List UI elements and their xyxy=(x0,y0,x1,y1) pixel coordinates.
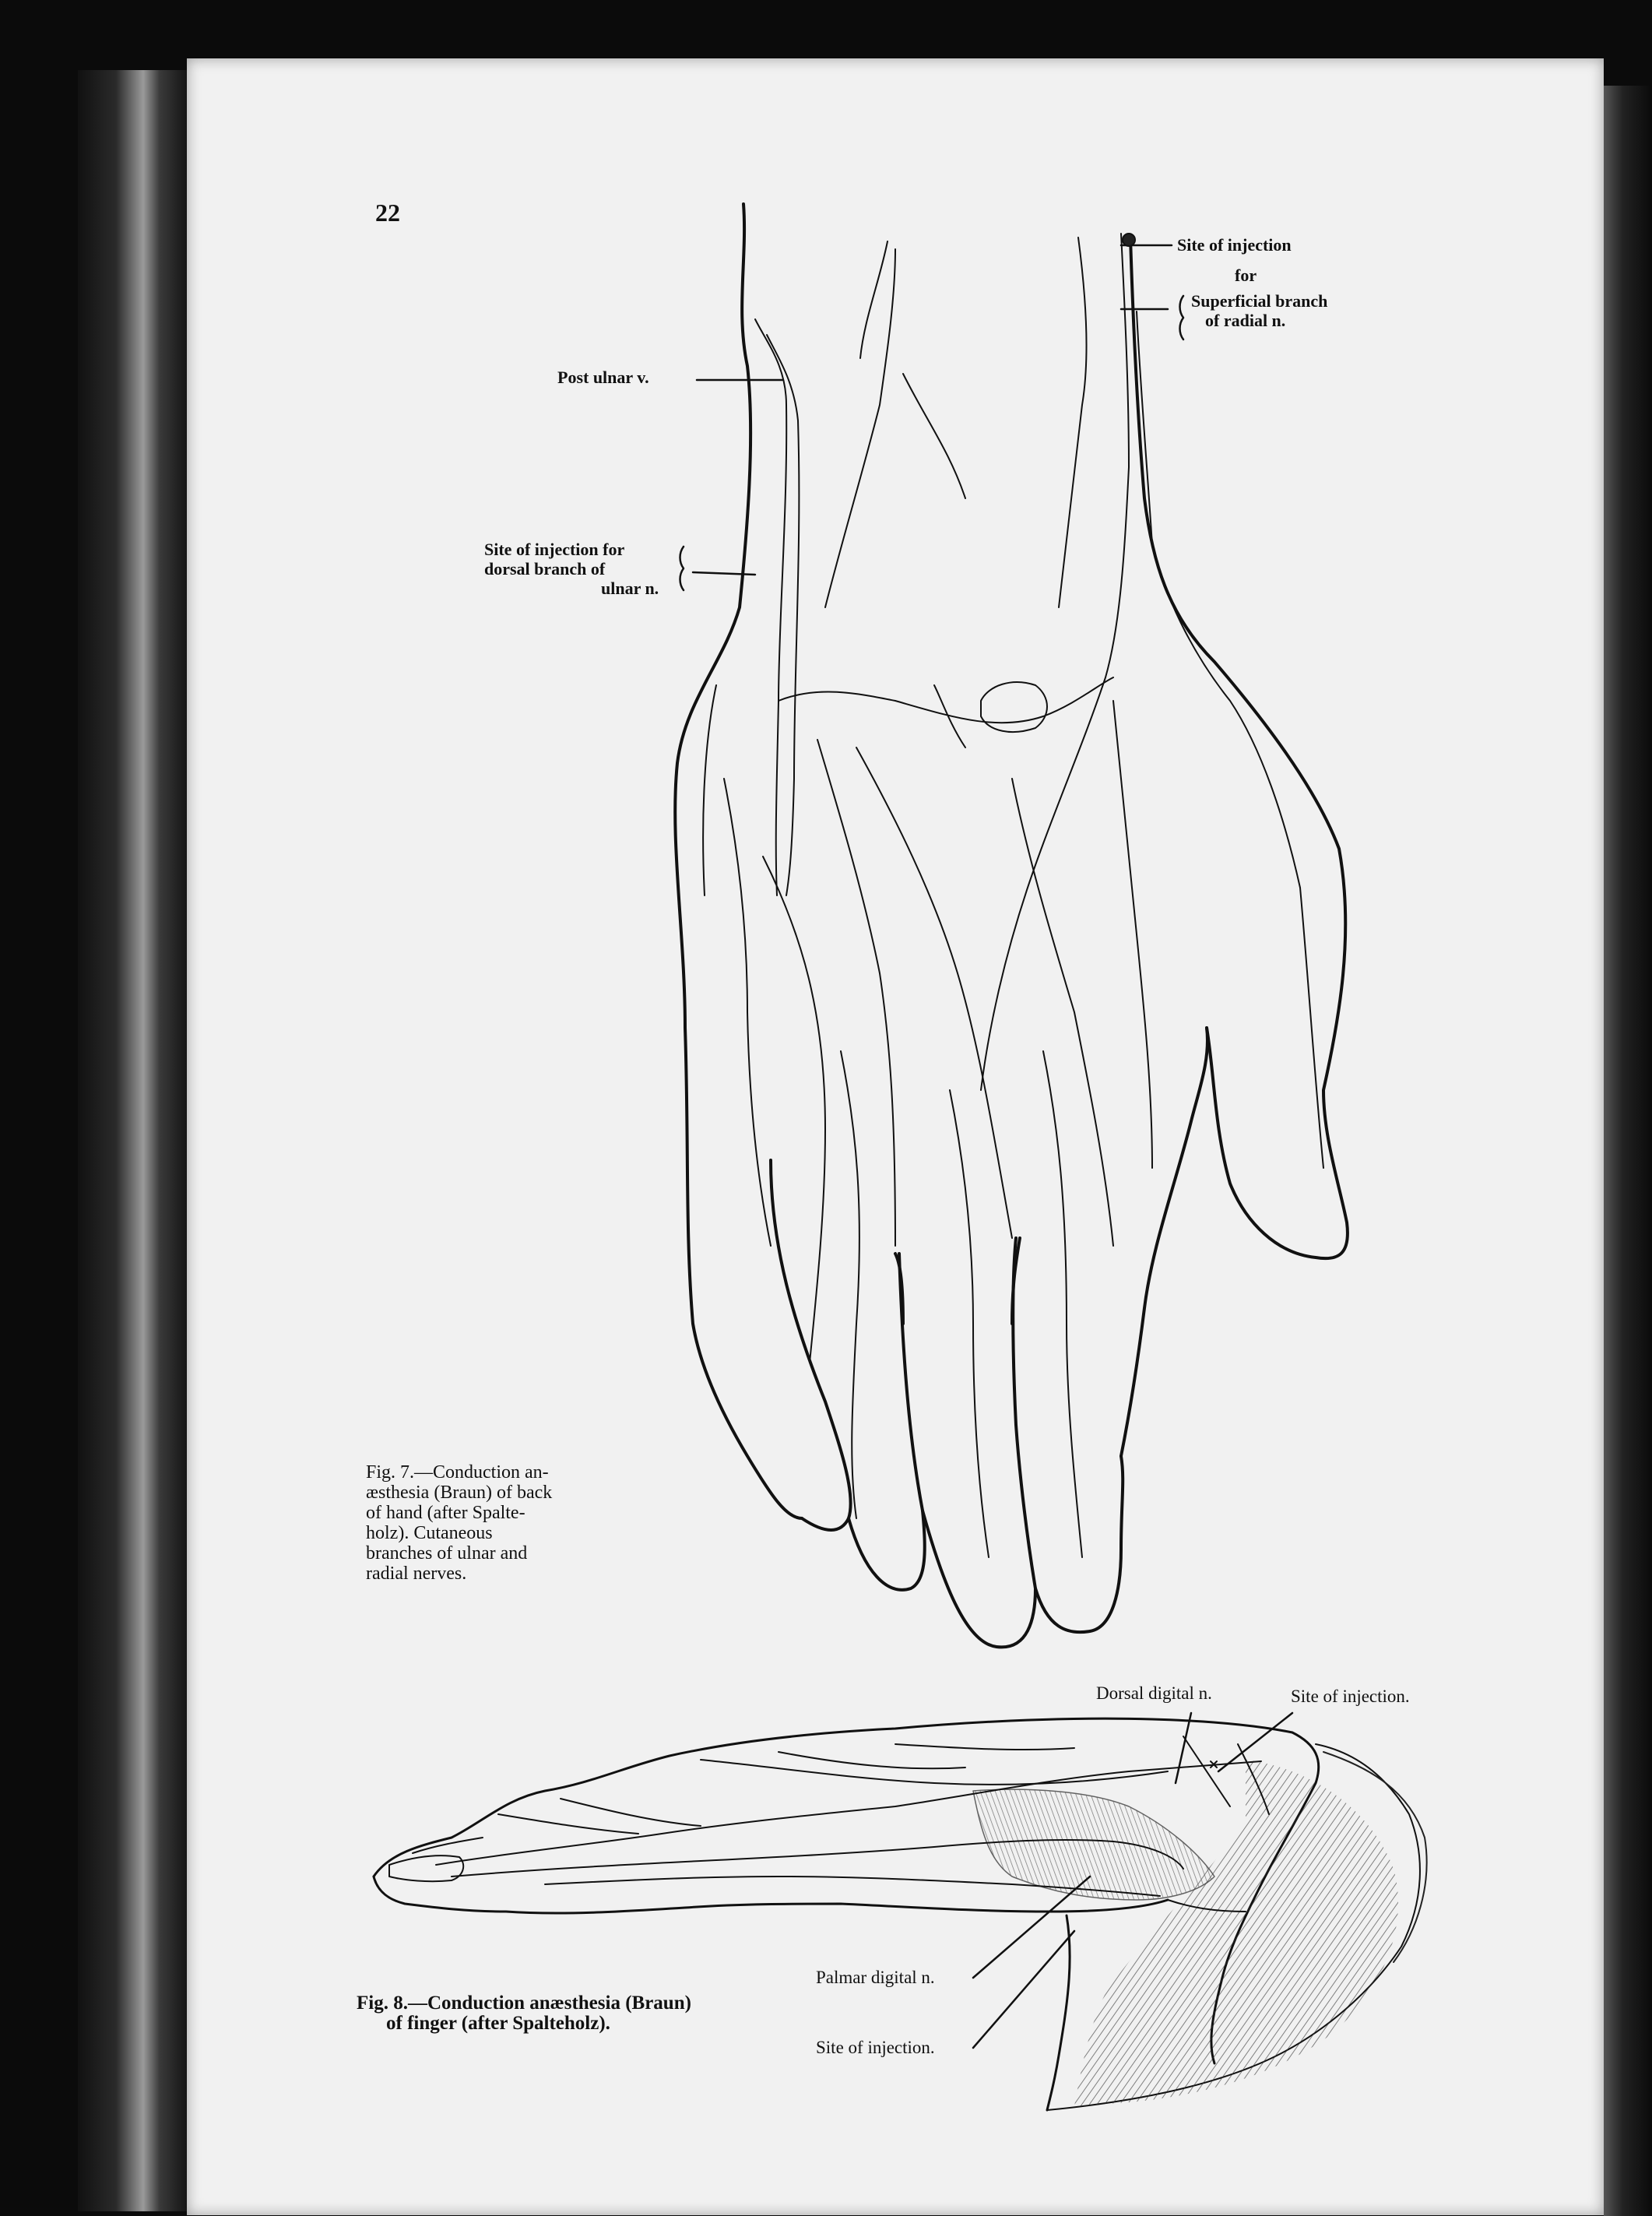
figure-7-caption-line: branches of ulnar and xyxy=(366,1543,528,1564)
label-superficial-branch: Superficial branch xyxy=(1191,291,1328,311)
label-dorsal-digital-nerve: Dorsal digital n. xyxy=(1096,1683,1212,1703)
label-palmar-digital-nerve: Palmar digital n. xyxy=(816,1968,935,1987)
page-number: 22 xyxy=(375,199,400,227)
label-for: for xyxy=(1235,266,1257,285)
figure-7-caption-line: æsthesia (Braun) of back xyxy=(366,1483,553,1503)
label-dorsal-branch-of: dorsal branch of xyxy=(484,559,606,579)
figure-8-caption-line: of finger (after Spalteholz). xyxy=(386,2013,610,2034)
label-site-of-injection-bottom: Site of injection. xyxy=(816,2038,935,2057)
figure-8-caption xyxy=(357,1993,793,2034)
figure-7-caption-line: radial nerves. xyxy=(366,1564,467,1584)
figure-7-caption-line: Fig. 7.—Conduction an- xyxy=(366,1462,549,1483)
label-post-ulnar-vein: Post ulnar v. xyxy=(557,368,649,387)
figure-7-caption-line: of hand (after Spalte- xyxy=(366,1503,525,1523)
figure-8-caption-line: Fig. 8.—Conduction anæsthesia (Braun) xyxy=(357,1993,691,2014)
figure-7-caption-line: holz). Cutaneous xyxy=(366,1523,493,1543)
label-site-of-injection-top: Site of injection xyxy=(1177,235,1292,255)
label-site-of-injection-right: Site of injection. xyxy=(1291,1687,1410,1706)
label-of-radial-nerve: of radial n. xyxy=(1205,311,1286,330)
label-ulnar-nerve: ulnar n. xyxy=(601,579,659,598)
label-site-of-injection-for: Site of injection for xyxy=(484,540,625,559)
